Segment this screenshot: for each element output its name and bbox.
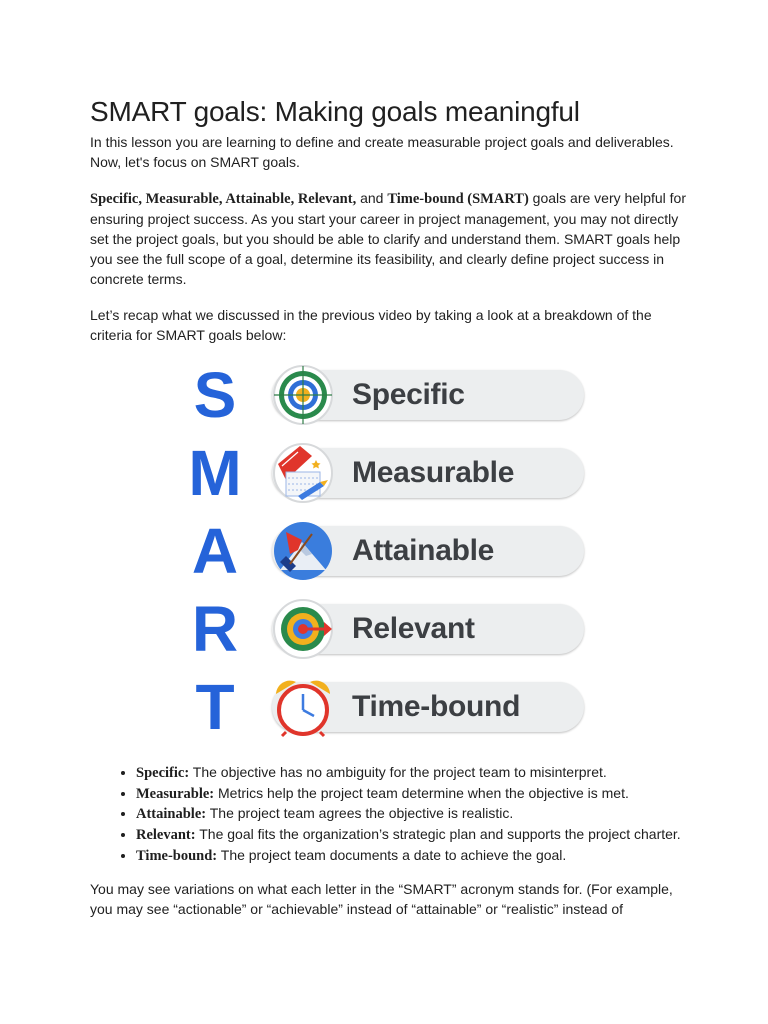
timebound-term: Time-bound (SMART) xyxy=(387,191,529,207)
bullseye-arrow-icon xyxy=(272,598,334,660)
smart-label-measurable: Measurable xyxy=(352,456,515,489)
smart-letter-s: S xyxy=(193,359,237,431)
smart-label-specific: Specific xyxy=(352,378,465,411)
list-text: The project team documents a date to achieve the goal. xyxy=(217,846,567,863)
list-term: Measurable: xyxy=(136,785,215,802)
list-item xyxy=(136,804,696,825)
smart-label-timebound: Time-bound xyxy=(352,690,521,723)
smart-row-relevant xyxy=(180,594,600,664)
recap-paragraph: Let’s recap what we discussed in the previous video by taking a look at a breakdown of the criteria for SMART goals below: xyxy=(90,307,652,343)
list-item xyxy=(136,825,696,846)
list-text: The project team agrees the objective is realistic. xyxy=(206,805,514,822)
smart-label-relevant: Relevant xyxy=(352,612,475,645)
list-term: Time-bound: xyxy=(136,847,218,864)
intro-paragraph: In this lesson you are learning to define and create measurable project goals and deliverables. Now, let's focus on SMART goals. xyxy=(90,134,674,170)
document-body xyxy=(90,94,690,345)
smart-terms: Specific, Measurable, Attainable, Relevant, xyxy=(90,191,357,207)
target-icon xyxy=(272,364,334,426)
list-text: Metrics help the project team determine when the objective is met. xyxy=(214,784,629,801)
list-item xyxy=(136,763,696,784)
list-term: Specific: xyxy=(136,765,190,781)
smart-letter-m: M xyxy=(188,437,242,509)
smart-row-specific xyxy=(180,360,600,430)
and-text: and xyxy=(356,190,388,206)
ruler-pencil-icon xyxy=(272,442,334,504)
mountain-flag-icon xyxy=(272,520,334,582)
smart-label-attainable: Attainable xyxy=(352,534,495,567)
smart-definition-paragraph xyxy=(90,188,690,289)
smart-definition-rest: goals are very helpful for ensuring project success. As you start your career in project management, you may not directly set the project goals, but you should be able to clarify and understand them. SMART goals help you see the full scope of a goal, determine its feasibility, and clearly define project success in concrete terms. xyxy=(90,190,686,287)
smart-letter-r: R xyxy=(191,593,239,665)
list-text: The goal fits the organization’s strategic plan and supports the project charter. xyxy=(195,826,681,843)
list-term: Attainable: xyxy=(136,806,207,823)
smart-graphic xyxy=(180,360,600,750)
list-term: Relevant: xyxy=(136,827,196,844)
smart-row-attainable xyxy=(180,516,600,586)
smart-row-timebound xyxy=(180,672,600,742)
list-item xyxy=(136,846,696,867)
smart-letter-t: T xyxy=(195,671,235,743)
list-text: The objective has no ambiguity for the project team to misinterpret. xyxy=(189,764,607,780)
page-title: SMART goals: Making goals meaningful xyxy=(90,96,580,127)
smart-row-measurable xyxy=(180,438,600,508)
smart-criteria-list xyxy=(110,763,696,867)
variations-paragraph: You may see variations on what each letter in the “SMART” acronym stands for. (For example, you may see “actionable” or “achievable” instead of “attainable” or “realistic” instead of xyxy=(90,881,673,917)
smart-letter-a: A xyxy=(191,515,239,587)
alarm-clock-icon xyxy=(272,676,334,738)
list-item xyxy=(136,784,696,805)
